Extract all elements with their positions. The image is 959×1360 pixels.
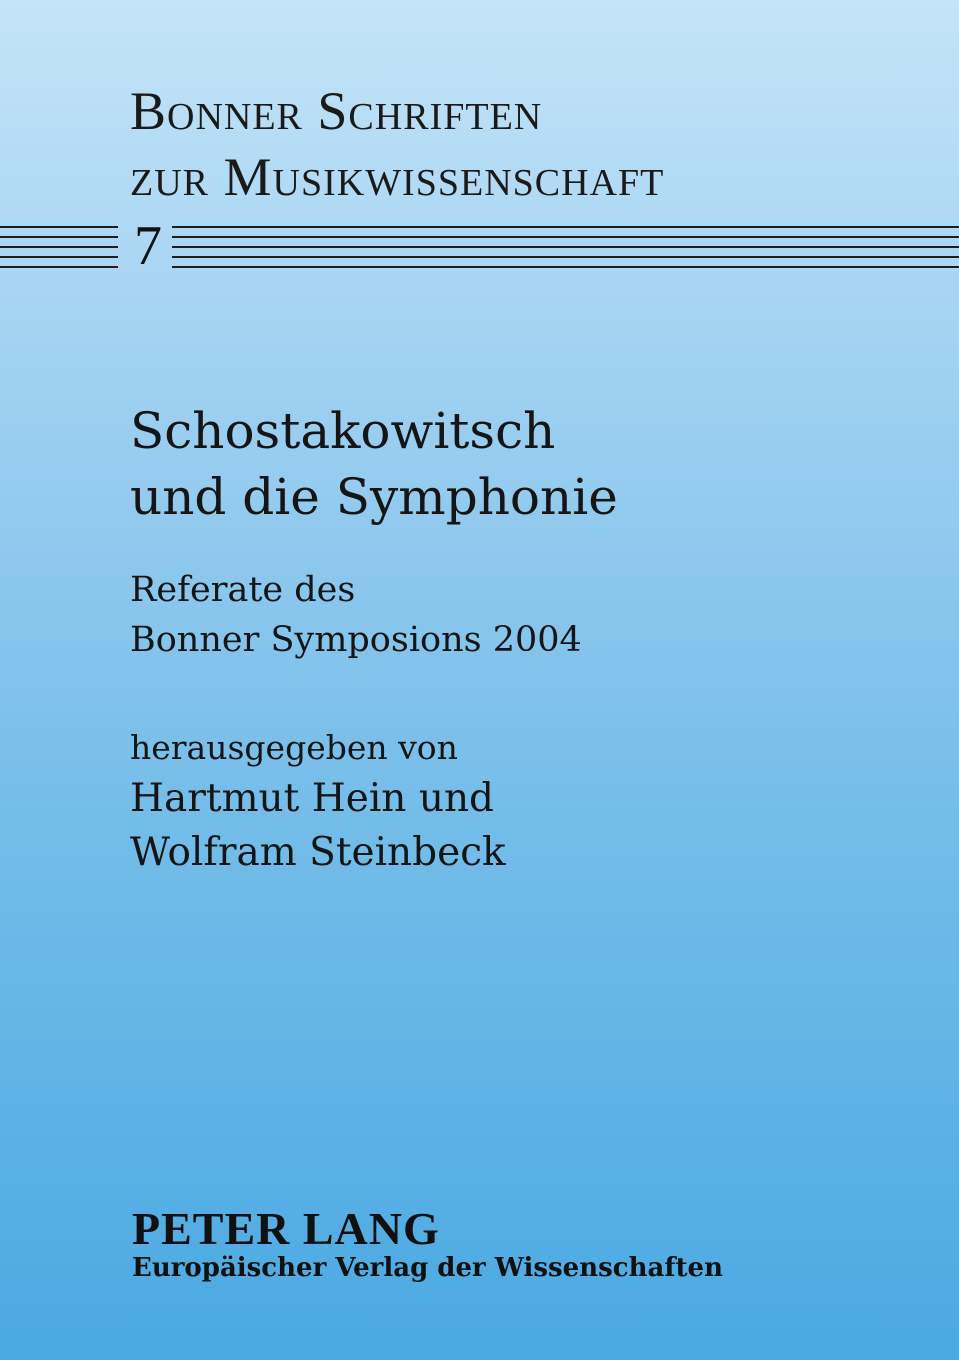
book-title <box>130 398 618 530</box>
editors-intro: herausgegeben von <box>130 728 458 767</box>
series-title <box>130 78 664 210</box>
book-subtitle-line-2: Bonner Symposions 2004 <box>130 620 582 660</box>
series-title-line-1: Bonner Schriften <box>130 81 543 141</box>
editor-line-2: Wolfram Steinbeck <box>130 830 506 875</box>
publisher-name: PETER LANG <box>132 1203 440 1254</box>
staff-lines-right <box>172 226 959 270</box>
editors <box>130 772 506 880</box>
book-title-line-2: und die Symphonie <box>130 468 618 526</box>
book-subtitle <box>130 565 582 665</box>
volume-number: 7 <box>134 215 162 277</box>
book-subtitle-line-1: Referate des <box>130 570 356 610</box>
staff-lines-left <box>0 226 118 270</box>
publisher-tagline: Europäischer Verlag der Wissenschaften <box>132 1253 723 1283</box>
book-title-line-1: Schostakowitsch <box>130 402 556 460</box>
editor-line-1: Hartmut Hein und <box>130 776 495 821</box>
series-title-line-2: zur Musikwissenschaft <box>130 147 665 207</box>
